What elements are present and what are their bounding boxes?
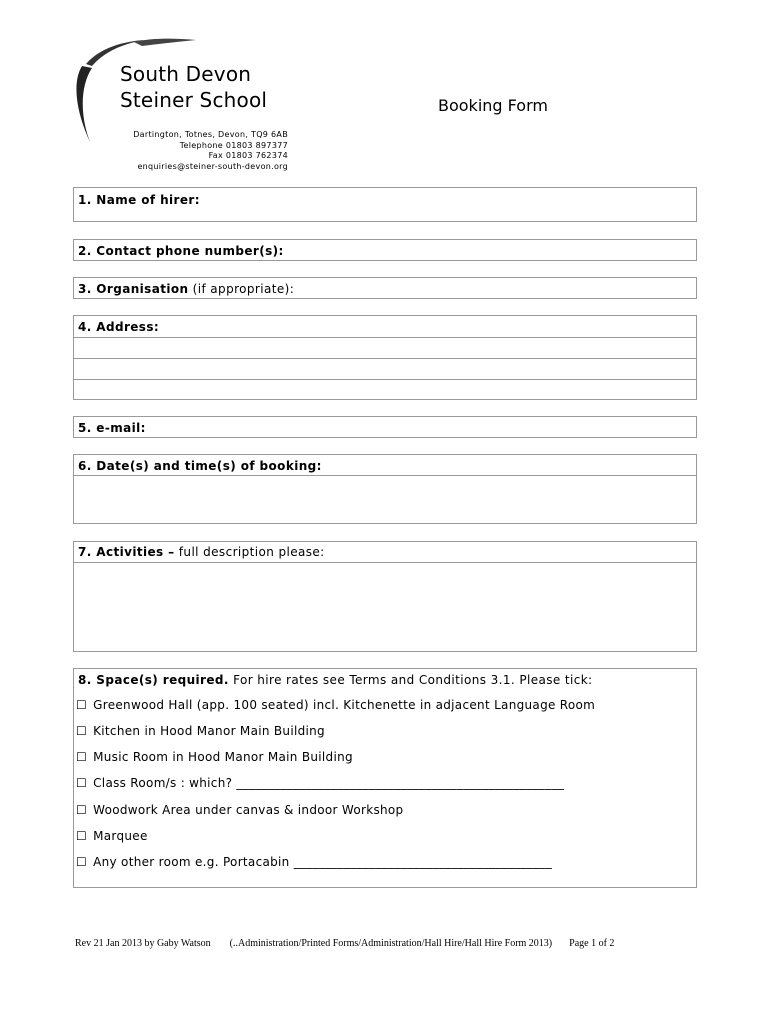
field-label: 2. Contact phone number(s): xyxy=(78,244,284,258)
field-address[interactable] xyxy=(73,315,697,400)
field-label: 8. Space(s) required. xyxy=(78,673,229,687)
field-contact-phone[interactable] xyxy=(73,239,697,261)
option-label: Class Room/s : which? ____________________________________________________ xyxy=(93,776,564,790)
field-divider xyxy=(74,562,696,563)
field-activities[interactable] xyxy=(73,541,697,652)
checkbox-icon[interactable]: ☐ xyxy=(76,803,88,817)
address-line-divider xyxy=(74,379,696,380)
option-kitchen[interactable] xyxy=(76,724,325,738)
option-label: Woodwork Area under canvas & indoor Workshop xyxy=(93,803,404,817)
checkbox-icon[interactable]: ☐ xyxy=(76,829,88,843)
address-line-divider xyxy=(74,358,696,359)
option-marquee[interactable] xyxy=(76,829,148,843)
school-name-line2: Steiner School xyxy=(120,88,268,112)
footer-file-path: (..Administration/Printed Forms/Administration/Hall Hire/Hall Hire Form 2013) xyxy=(229,938,553,949)
field-label: 5. e-mail: xyxy=(78,421,146,435)
field-name-of-hirer[interactable] xyxy=(73,187,697,222)
field-booking-dates[interactable] xyxy=(73,454,697,524)
checkbox-icon[interactable]: ☐ xyxy=(76,750,88,764)
checkbox-icon[interactable]: ☐ xyxy=(76,724,88,738)
option-label: Greenwood Hall (app. 100 seated) incl. Kitchenette in adjacent Language Room xyxy=(93,698,596,712)
field-label: 3. Organisation xyxy=(78,282,189,296)
checkbox-icon[interactable]: ☐ xyxy=(76,855,88,869)
address-line-divider xyxy=(74,337,696,338)
field-label: 7. Activities – xyxy=(78,545,175,559)
checkbox-icon[interactable]: ☐ xyxy=(76,698,88,712)
field-label: 4. Address: xyxy=(78,320,160,334)
field-label: 6. Date(s) and time(s) of booking: xyxy=(78,459,322,473)
field-hint: full description please: xyxy=(174,545,325,559)
option-other-room[interactable] xyxy=(76,855,552,869)
field-organisation[interactable] xyxy=(73,277,697,299)
address-email: enquiries@steiner-south-devon.org xyxy=(137,161,288,171)
address-line-1: Dartington, Totnes, Devon, TQ9 6AB xyxy=(133,130,288,139)
footer-revision: Rev 21 Jan 2013 by Gaby Watson xyxy=(75,938,211,949)
field-hint: For hire rates see Terms and Conditions 3.1. Please tick: xyxy=(228,673,593,687)
footer-page-number: Page 1 of 2 xyxy=(569,938,615,949)
field-label: 1. Name of hirer: xyxy=(78,193,200,207)
option-label: Music Room in Hood Manor Main Building xyxy=(93,750,353,764)
field-divider xyxy=(74,475,696,476)
option-greenwood-hall[interactable] xyxy=(76,698,595,712)
option-woodwork-area[interactable] xyxy=(76,803,403,817)
option-label: Marquee xyxy=(93,829,148,843)
page-footer xyxy=(75,938,614,949)
school-name-line1: South Devon xyxy=(120,62,252,86)
checkbox-icon[interactable]: ☐ xyxy=(76,776,88,790)
option-label: Kitchen in Hood Manor Main Building xyxy=(93,724,325,738)
option-class-rooms[interactable] xyxy=(76,776,564,790)
option-music-room[interactable] xyxy=(76,750,353,764)
field-hint: (if appropriate): xyxy=(188,282,295,296)
field-email[interactable] xyxy=(73,416,697,438)
address-telephone: Telephone 01803 897377 xyxy=(179,140,288,150)
address-fax: Fax 01803 762374 xyxy=(208,151,288,160)
option-label: Any other room e.g. Portacabin _________________________________________ xyxy=(93,855,553,869)
form-title: Booking Form xyxy=(438,96,548,115)
